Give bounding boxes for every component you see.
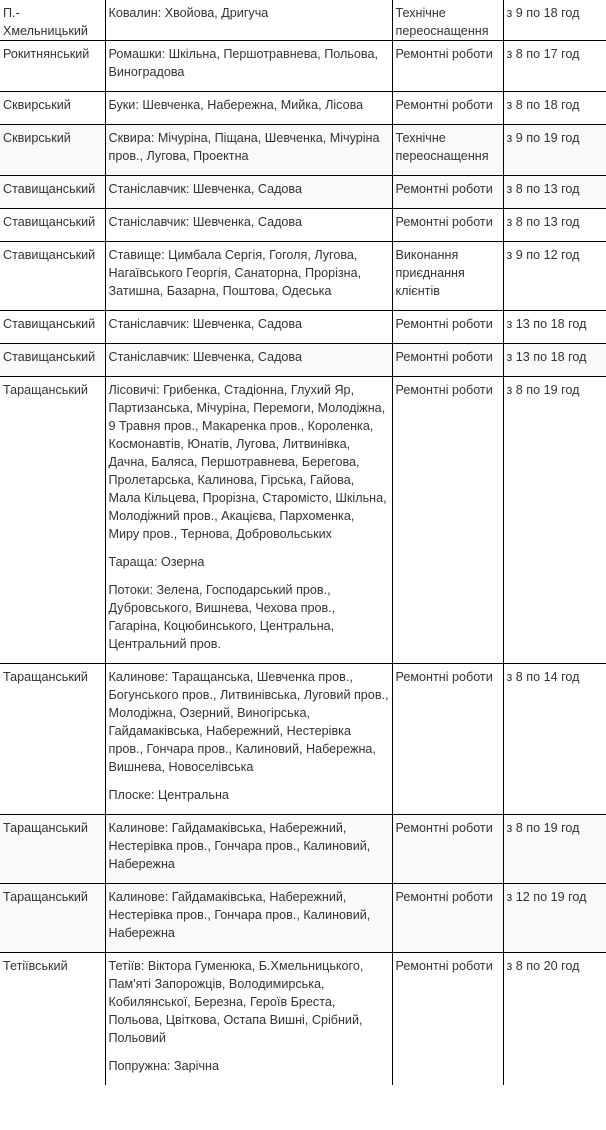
addresses-cell xyxy=(105,664,392,815)
work-type-cell: Ремонтні роботи xyxy=(392,92,503,125)
time-cell: з 9 по 19 год xyxy=(503,125,606,176)
work-type-cell: Ремонтні роботи xyxy=(392,664,503,815)
addresses-cell xyxy=(105,884,392,953)
table-row xyxy=(0,377,606,664)
district-cell: Ставищанський xyxy=(0,311,105,344)
address-paragraph: Плоске: Центральна xyxy=(108,788,229,802)
addresses-cell xyxy=(105,125,392,176)
work-type-cell: Технічне переоснащення xyxy=(392,125,503,176)
district-cell: Ставищанський xyxy=(0,242,105,311)
address-paragraph: Ковалин: Хвойова, Дригуча xyxy=(108,6,269,20)
work-type-cell: Ремонтні роботи xyxy=(392,41,503,92)
address-paragraph: Станіславчик: Шевченка, Садова xyxy=(108,350,302,364)
addresses-cell xyxy=(105,311,392,344)
table-row xyxy=(0,176,606,209)
address-paragraph: Ставище: Цимбала Сергія, Гоголя, Лугова, Нагаївського Георгія, Санаторна, Прорізна, Затишна, Базарна, Поштова, Одеська xyxy=(108,248,362,298)
work-type-cell: Виконання приєднання клієнтів xyxy=(392,242,503,311)
district-cell: Таращанський xyxy=(0,815,105,884)
work-type-cell: Ремонтні роботи xyxy=(392,209,503,242)
address-paragraph: Потоки: Зелена, Господарський пров., Дубровського, Вишнева, Чехова пров., Гагаріна, Коцюбинського, Центральна, Центральний пров. xyxy=(108,583,336,651)
addresses-cell xyxy=(105,242,392,311)
district-cell: Таращанський xyxy=(0,884,105,953)
district-cell: Таращанський xyxy=(0,664,105,815)
time-cell: з 8 по 20 год xyxy=(503,953,606,1086)
table-row xyxy=(0,344,606,377)
table-row xyxy=(0,242,606,311)
time-cell: з 8 по 18 год xyxy=(503,92,606,125)
time-cell: з 8 по 17 год xyxy=(503,41,606,92)
addresses-cell xyxy=(105,41,392,92)
table-row xyxy=(0,0,606,41)
district-cell: П.-Хмельницький xyxy=(0,0,105,41)
time-cell: з 8 по 19 год xyxy=(503,815,606,884)
work-type-cell: Ремонтні роботи xyxy=(392,815,503,884)
work-type-cell: Ремонтні роботи xyxy=(392,953,503,1086)
address-paragraph: Станіславчик: Шевченка, Садова xyxy=(108,182,302,196)
district-cell: Ставищанський xyxy=(0,344,105,377)
time-cell: з 9 по 12 год xyxy=(503,242,606,311)
address-paragraph: Сквира: Мічуріна, Піщана, Шевченка, Мічуріна пров., Лугова, Проектна xyxy=(108,131,380,163)
table-row xyxy=(0,884,606,953)
district-cell: Тетіївський xyxy=(0,953,105,1086)
address-paragraph: Лісовичі: Грибенка, Стадіонна, Глухий Яр, Партизанська, Мічуріна, Перемоги, Молодіжна, 9 Травня пров., Макаренка пров., Короленка, Космонавтів, Юнатів, Лугова, Литвинівка, Дачна, Баляса, Першотравнева, Берегова, Пролетарська, Калинова, Гірська, Гайова, Мала Кільцева, Прорізна, Старомісто, Шкільна, Молодіжний пров., Акацієва, Пархоменка, Миру пров., Тернова, Добровольських xyxy=(108,383,387,541)
address-paragraph: Тетіїв: Віктора Гуменюка, Б.Хмельницького, Пам'яті Запорожців, Володимирська, Кобилянської, Березна, Героїв Бреста, Польова, Цвіткова, Остапа Вишні, Срібний, Польовий xyxy=(108,959,364,1045)
address-paragraph: Калинове: Гайдамаківська, Набережний, Нестерівка пров., Гончара пров., Калиновий, Набережна xyxy=(108,821,371,871)
address-paragraph: Тараща: Озерна xyxy=(108,555,205,569)
address-paragraph: Ромашки: Шкільна, Першотравнева, Польова, Виноградова xyxy=(108,47,378,79)
table-row xyxy=(0,125,606,176)
addresses-cell xyxy=(105,344,392,377)
district-cell: Сквирський xyxy=(0,125,105,176)
time-cell: з 13 по 18 год xyxy=(503,311,606,344)
addresses-cell xyxy=(105,209,392,242)
work-type-cell: Ремонтні роботи xyxy=(392,176,503,209)
address-paragraph: Калинове: Таращанська, Шевченка пров., Богунського пров., Литвинівська, Луговий пров., Молодіжна, Озерний, Виногірська, Гайдамаківська, Набережний, Нестерівка пров., Гончара пров., Калиновий, Набережна, Вишнева, Новоселівська xyxy=(108,670,389,774)
addresses-cell xyxy=(105,377,392,664)
address-paragraph: Калинове: Гайдамаківська, Набережний, Нестерівка пров., Гончара пров., Калиновий, Набережна xyxy=(108,890,371,940)
work-type-cell: Ремонтні роботи xyxy=(392,377,503,664)
district-cell: Ставищанський xyxy=(0,176,105,209)
table-row xyxy=(0,92,606,125)
table-row xyxy=(0,664,606,815)
district-cell: Ставищанський xyxy=(0,209,105,242)
address-paragraph: Станіславчик: Шевченка, Садова xyxy=(108,317,302,331)
time-cell: з 12 по 19 год xyxy=(503,884,606,953)
district-cell: Сквирський xyxy=(0,92,105,125)
district-cell: Таращанський xyxy=(0,377,105,664)
work-type-cell: Ремонтні роботи xyxy=(392,344,503,377)
address-paragraph: Станіславчик: Шевченка, Садова xyxy=(108,215,302,229)
addresses-cell xyxy=(105,953,392,1086)
table-row xyxy=(0,209,606,242)
work-type-cell: Ремонтні роботи xyxy=(392,311,503,344)
district-cell: Рокитнянський xyxy=(0,41,105,92)
time-cell: з 8 по 13 год xyxy=(503,209,606,242)
work-type-cell: Ремонтні роботи xyxy=(392,884,503,953)
addresses-cell xyxy=(105,176,392,209)
address-paragraph: Буки: Шевченка, Набережна, Мийка, Лісова xyxy=(108,98,364,112)
work-type-cell: Технічне переоснащення xyxy=(392,0,503,41)
time-cell: з 8 по 13 год xyxy=(503,176,606,209)
table-row xyxy=(0,953,606,1086)
time-cell: з 8 по 19 год xyxy=(503,377,606,664)
addresses-cell xyxy=(105,815,392,884)
addresses-cell xyxy=(105,92,392,125)
time-cell: з 13 по 18 год xyxy=(503,344,606,377)
time-cell: з 9 по 18 год xyxy=(503,0,606,41)
address-paragraph: Попружна: Зарічна xyxy=(108,1059,219,1073)
table-row xyxy=(0,311,606,344)
table-row xyxy=(0,815,606,884)
table-row xyxy=(0,41,606,92)
addresses-cell xyxy=(105,0,392,41)
time-cell: з 8 по 14 год xyxy=(503,664,606,815)
